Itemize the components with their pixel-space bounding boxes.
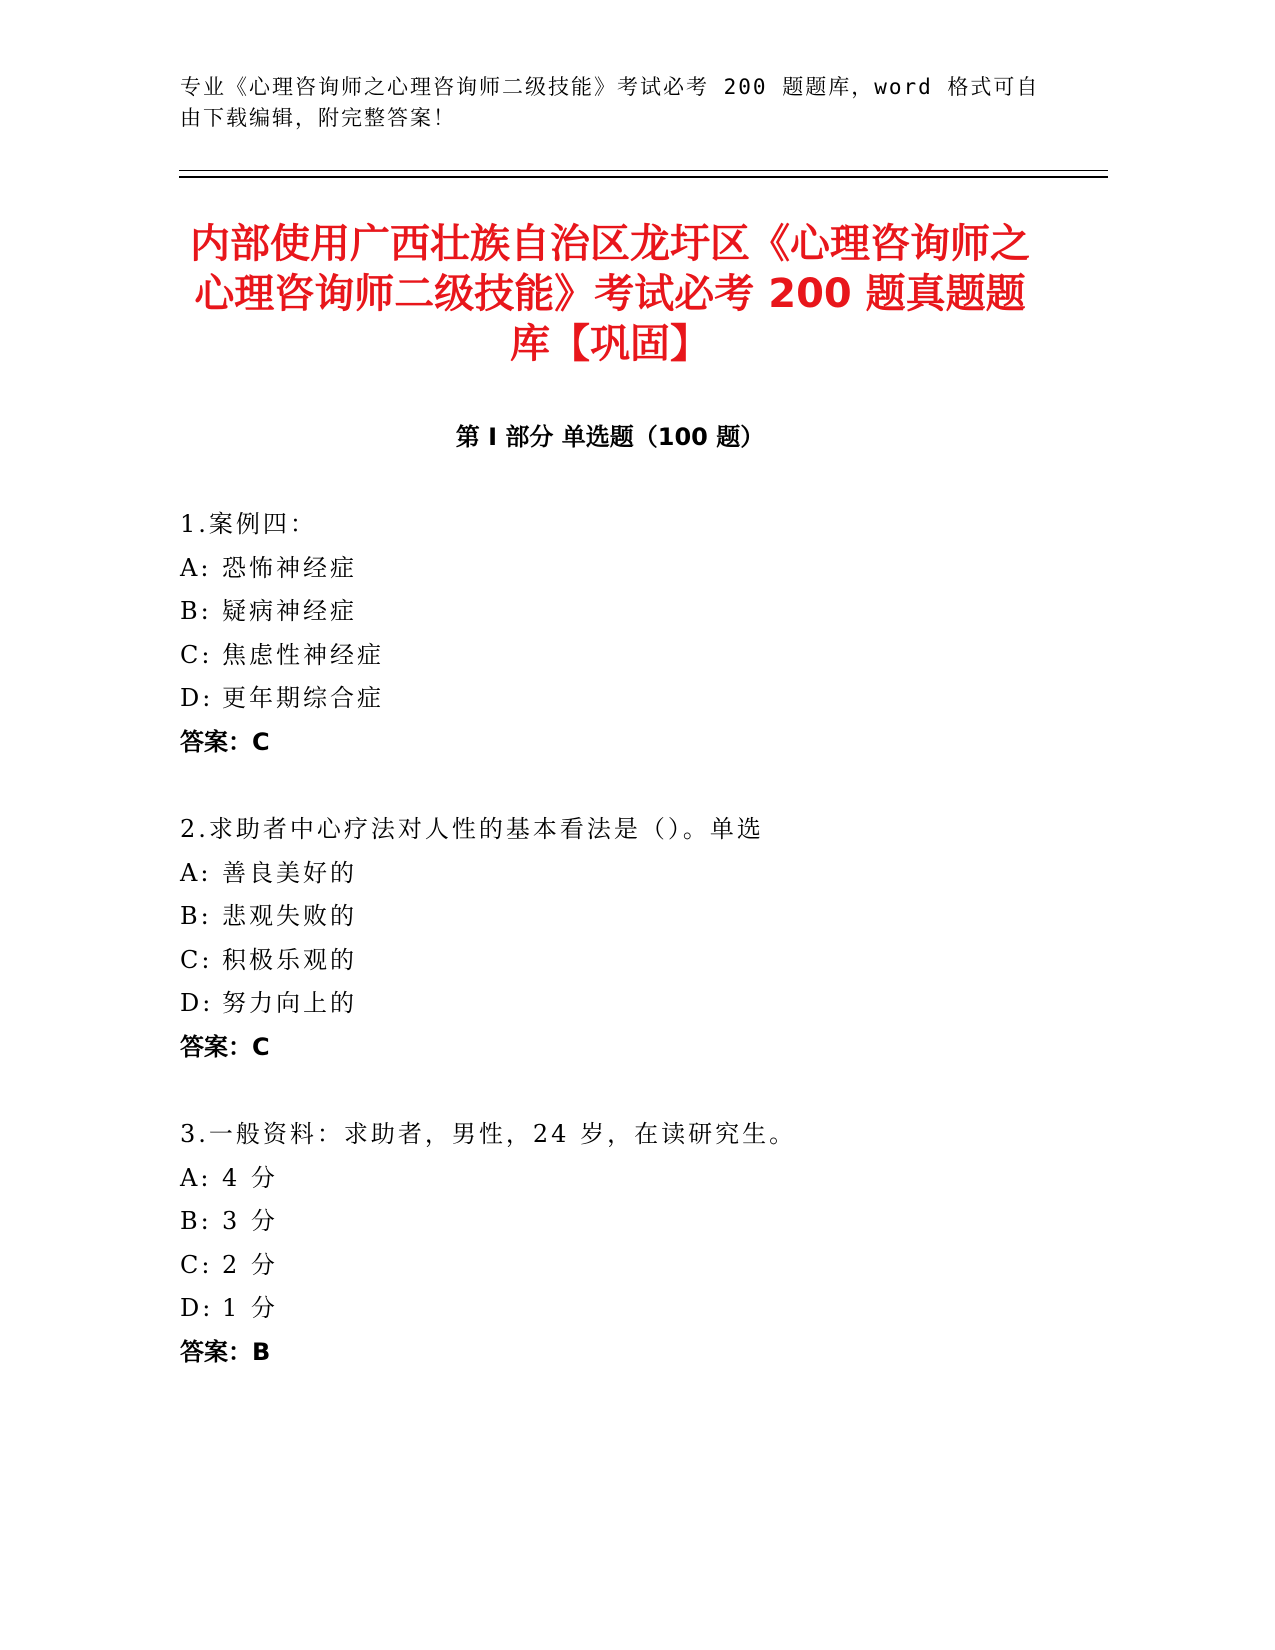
option-letter: A: bbox=[180, 858, 212, 887]
option-text: 努力向上的 bbox=[222, 989, 357, 1017]
option-letter: A: bbox=[180, 1163, 212, 1192]
option-text: 积极乐观的 bbox=[222, 945, 357, 974]
header-note: 专业《心理咨询师之心理咨询师二级技能》考试必考 200 题题库，word 格式可自由下载编辑，附完整答案！ bbox=[180, 75, 1040, 130]
question-stem: 2.求助者中心疗法对人性的基本看法是（）。单选 bbox=[180, 815, 764, 843]
option-letter: D: bbox=[180, 684, 214, 712]
document-title: 内部使用广西壮族自治区龙圩区《心理咨询师之心理咨询师二级技能》考试必考 200 题真题题库【巩固】 bbox=[190, 221, 1030, 367]
option-b bbox=[180, 895, 1080, 939]
option-text: 焦虑性神经症 bbox=[222, 640, 384, 669]
option-text: 2 分 bbox=[222, 1250, 278, 1279]
question-2 bbox=[180, 808, 1080, 1069]
option-text: 3 分 bbox=[222, 1207, 278, 1235]
option-b bbox=[180, 1200, 1080, 1244]
question-stem: 3.一般资料：求助者，男性，24 岁，在读研究生。 bbox=[180, 1120, 797, 1148]
option-text: 更年期综合症 bbox=[222, 684, 384, 712]
option-text: 疑病神经症 bbox=[222, 597, 357, 625]
option-text: 悲观失败的 bbox=[222, 902, 357, 930]
question-stem: 1.案例四： bbox=[180, 510, 317, 538]
option-letter: B: bbox=[180, 902, 212, 930]
question-3 bbox=[180, 1113, 1080, 1374]
option-a bbox=[180, 547, 1080, 591]
answer: 答案：B bbox=[180, 1337, 271, 1366]
section-heading: 第 I 部分 单选题（100 题） bbox=[455, 423, 765, 451]
option-d bbox=[180, 982, 1080, 1026]
option-letter: A: bbox=[180, 553, 212, 582]
option-letter: C: bbox=[180, 1250, 213, 1279]
option-a bbox=[180, 1157, 1080, 1201]
answer: 答案：C bbox=[180, 727, 270, 756]
divider-thick bbox=[179, 176, 1108, 178]
option-letter: C: bbox=[180, 640, 213, 669]
option-letter: C: bbox=[180, 945, 213, 974]
option-text: 恐怖神经症 bbox=[222, 553, 357, 582]
option-d bbox=[180, 677, 1080, 721]
option-text: 善良美好的 bbox=[222, 858, 357, 887]
option-c bbox=[180, 939, 1080, 983]
option-b bbox=[180, 590, 1080, 634]
answer: 答案：C bbox=[180, 1032, 270, 1061]
question-1 bbox=[180, 503, 1080, 764]
option-c bbox=[180, 634, 1080, 678]
option-text: 1 分 bbox=[222, 1294, 278, 1322]
option-letter: B: bbox=[180, 1207, 212, 1235]
option-d bbox=[180, 1287, 1080, 1331]
option-letter: B: bbox=[180, 597, 212, 625]
option-c bbox=[180, 1244, 1080, 1288]
option-letter: D: bbox=[180, 1294, 214, 1322]
option-text: 4 分 bbox=[222, 1163, 278, 1192]
option-a bbox=[180, 852, 1080, 896]
option-letter: D: bbox=[180, 989, 214, 1017]
divider-thin bbox=[179, 170, 1108, 171]
